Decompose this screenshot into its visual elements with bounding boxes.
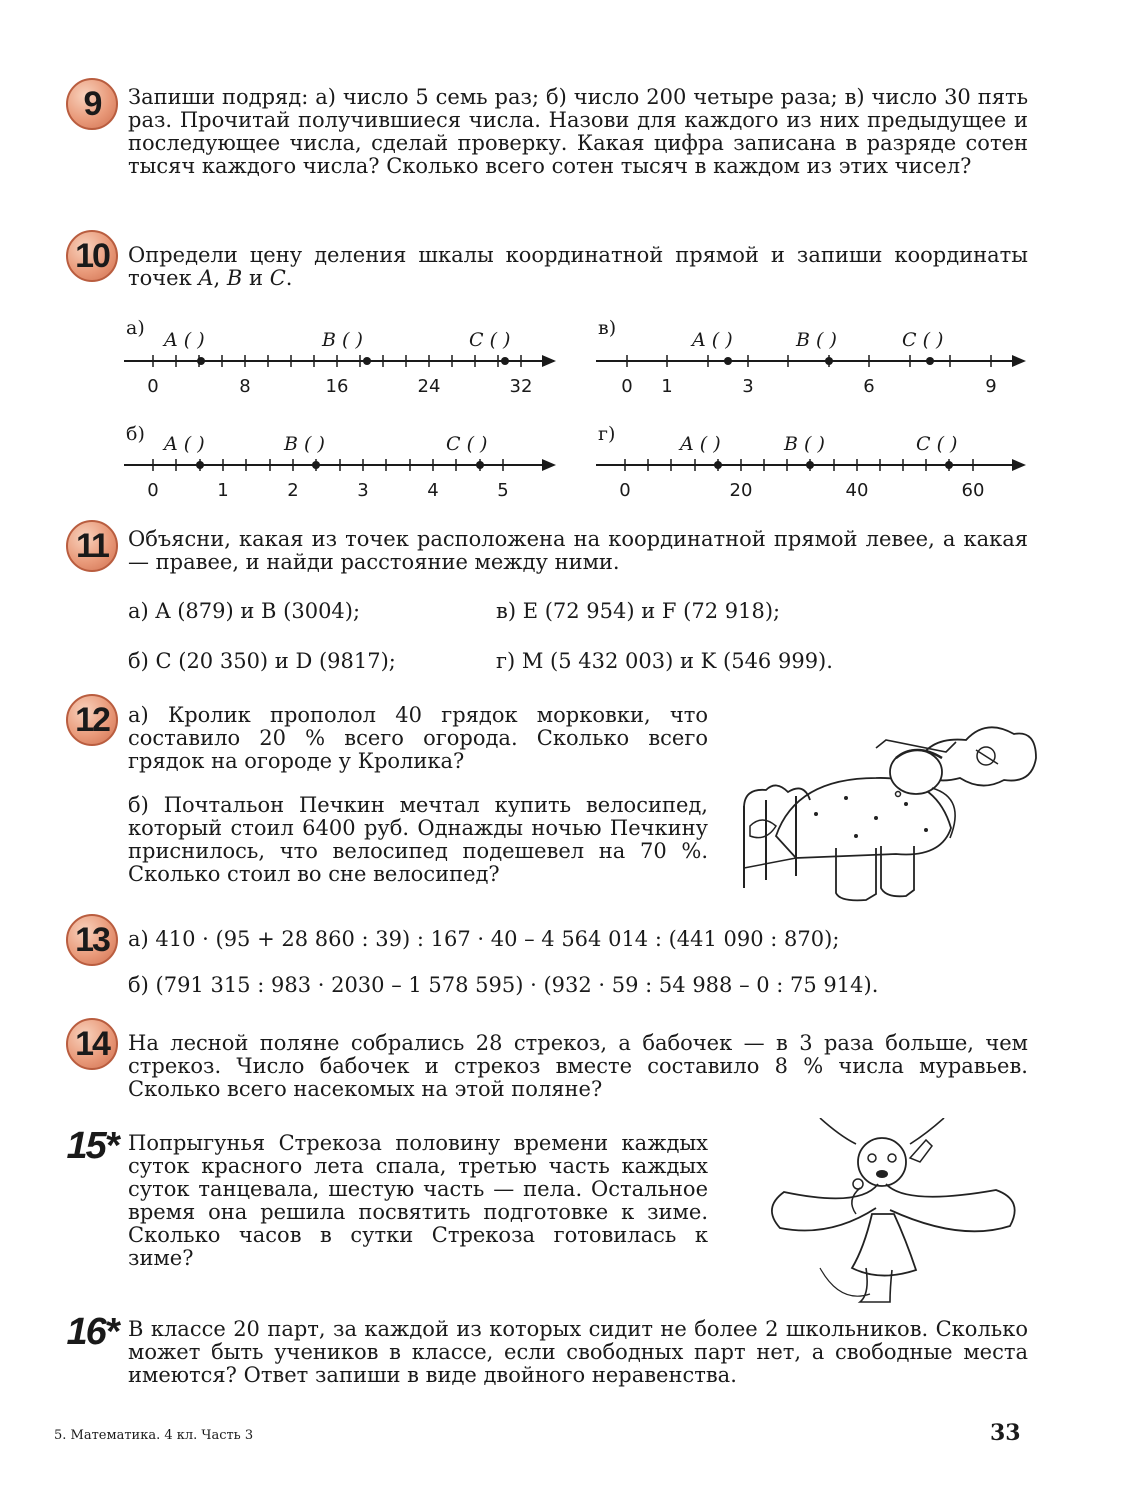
- point-a-dot: [724, 357, 732, 365]
- tick-label: 60: [961, 480, 985, 501]
- tick-label: 5: [497, 480, 509, 501]
- tick-label: 3: [742, 376, 754, 397]
- task-text: Объясни, какая из точек расположена на координатной прямой левее, а какая — правее, и найди расстояние между ними.: [128, 527, 1028, 574]
- task-13-expression-b: б) (791 315 : 983 · 2030 – 1 578 595) · (932 · 59 : 54 988 – 0 : 75 914).: [128, 973, 879, 997]
- task-number-badge: 11: [66, 520, 118, 572]
- tick-label: 24: [417, 376, 441, 397]
- part-label: г): [598, 423, 616, 445]
- task-number-badge: 15*: [66, 1124, 118, 1167]
- point-a-dot: [197, 357, 205, 365]
- point-b-label: B ( ): [784, 433, 825, 455]
- point-a-label: A ( ): [680, 433, 721, 455]
- number-line-g: [596, 420, 1036, 506]
- task-number-badge: 10: [66, 230, 118, 282]
- point-b-label: B ( ): [284, 433, 325, 455]
- number-line-v: [596, 314, 1036, 400]
- dragonfly-singer-illustration: [760, 1118, 1060, 1312]
- tick-label: 0: [621, 376, 633, 397]
- task-number-badge: 9: [66, 78, 118, 130]
- task-number-badge: 14: [66, 1018, 118, 1070]
- task-11-item: г) M (5 432 003) и K (546 999).: [496, 649, 833, 673]
- tick-label: 0: [147, 480, 159, 501]
- point-b-dot: [825, 357, 833, 365]
- part-label: в): [598, 317, 617, 339]
- task-text: На лесной поляне собрались 28 стрекоз, а бабочек — в 3 раза больше, чем стрекоз. Число бабочек и стрекоз вместе составило 8 % числа муравьев. Сколько всего насекомых на этой поляне?: [128, 1031, 1028, 1101]
- point-c-label: C ( ): [902, 329, 944, 351]
- page-number: 33: [990, 1420, 1021, 1446]
- point-b-dot: [806, 461, 814, 469]
- point-b-label: B ( ): [796, 329, 837, 351]
- point-a-dot: [196, 461, 204, 469]
- task-number-badge: 12: [66, 694, 118, 746]
- point-c-dot: [476, 461, 484, 469]
- task-text-b: б) Почтальон Печкин мечтал купить велосипед, который стоил 6400 руб. Однажды ночью Печкину приснилось, что велосипед подешевел на 70 %. Сколько стоил во сне велосипед?: [128, 793, 708, 886]
- tick-label: 3: [357, 480, 369, 501]
- task-text: Определи цену деления шкалы координатной прямой и запиши координаты точек A, B и C.: [128, 243, 1028, 290]
- tick-label: 40: [845, 480, 869, 501]
- tick-label: 0: [147, 376, 159, 397]
- point-c-dot: [501, 357, 509, 365]
- point-c-dot: [945, 461, 953, 469]
- point-a-dot: [714, 461, 722, 469]
- task-11-item: а) A (879) и B (3004);: [128, 599, 361, 623]
- part-label: б): [126, 423, 145, 445]
- point-a-label: A ( ): [164, 329, 205, 351]
- point-b-dot: [312, 461, 320, 469]
- tick-label: 6: [863, 376, 875, 397]
- point-a-label: A ( ): [692, 329, 733, 351]
- point-c-dot: [926, 357, 934, 365]
- task-11-item: б) C (20 350) и D (9817);: [128, 649, 396, 673]
- tick-label: 20: [729, 480, 753, 501]
- point-a-label: A ( ): [164, 433, 205, 455]
- tick-label: 0: [619, 480, 631, 501]
- point-c-label: C ( ): [916, 433, 958, 455]
- tick-label: 16: [325, 376, 349, 397]
- part-label: а): [126, 317, 145, 339]
- tick-label: 32: [509, 376, 533, 397]
- tick-label: 1: [217, 480, 229, 501]
- number-line-b: [124, 420, 564, 506]
- point-b-dot: [363, 357, 371, 365]
- task-number-badge: 16*: [66, 1310, 118, 1353]
- task-text: Попрыгунья Стрекоза половину времени каждых суток красного лета спала, третью часть каждых суток танцевала, шестую часть — пела. Остальное время она решила посвятить подготовке к зиме. Сколько часов в сутки Стрекоза готовилась к зиме?: [128, 1131, 708, 1270]
- task-text: Запиши подряд: а) число 5 семь раз; б) число 200 четыре раза; в) число 30 пять раз. Прочитай получившиеся числа. Назови для каждого из них предыдущее и последующее числа, сделай проверку. Какая цифра записана в разряде сотен тысяч каждого числа? Сколько всего сотен тысяч в каждом из этих чисел?: [128, 85, 1028, 178]
- task-number-badge: 13: [66, 914, 118, 966]
- task-text: В классе 20 парт, за каждой из которых сидит не более 2 школьников. Сколько может быть учеников в классе, если свободных парт нет, а свободные места имеются? Ответ запиши в виде двойного неравенства.: [128, 1317, 1028, 1387]
- task-text-a: а) Кролик прополол 40 грядок морковки, что составило 20 % всего огорода. Сколько всего грядок на огороде у Кролика?: [128, 703, 708, 773]
- tick-label: 2: [287, 480, 299, 501]
- point-b-label: B ( ): [322, 329, 363, 351]
- number-line-a: [124, 314, 564, 400]
- point-c-label: C ( ): [469, 329, 511, 351]
- task-13-expression-a: а) 410 · (95 + 28 860 : 39) : 167 · 40 – 4 564 014 : (441 090 : 870);: [128, 927, 840, 951]
- tick-label: 9: [985, 376, 997, 397]
- tick-label: 1: [661, 376, 673, 397]
- point-c-label: C ( ): [446, 433, 488, 455]
- tick-label: 8: [239, 376, 251, 397]
- footer-source: 5. Математика. 4 кл. Часть 3: [54, 1428, 254, 1443]
- tick-label: 4: [427, 480, 439, 501]
- task-11-item: в) E (72 954) и F (72 918);: [496, 599, 781, 623]
- sleeping-postman-illustration: [736, 718, 1066, 912]
